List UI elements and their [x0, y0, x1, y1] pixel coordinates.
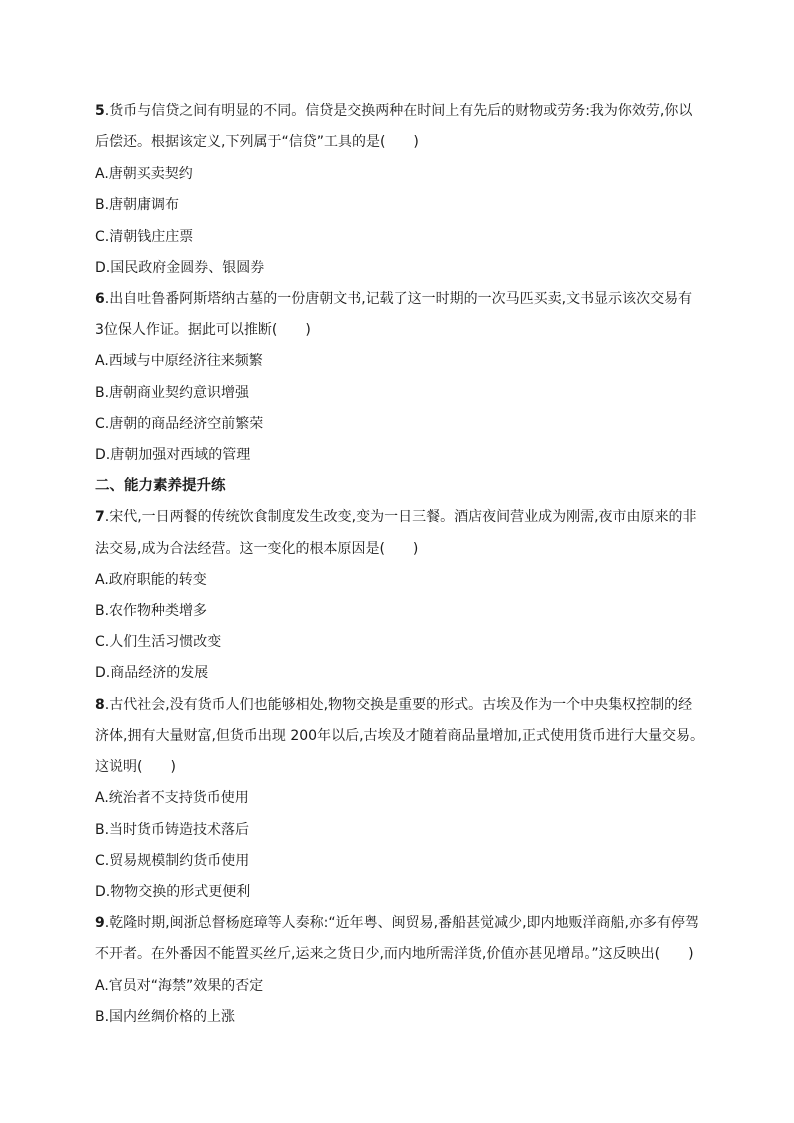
- section-title: 二、能力素养提升练: [95, 478, 226, 494]
- question-7-option-d: D.商品经济的发展: [95, 665, 209, 681]
- question-6-option-d: D.唐朝加强对西域的管理: [95, 447, 251, 463]
- question-9-option-a: A.官员对“海禁”效果的否定: [95, 978, 264, 994]
- question-5-stem-line-1: 5.货币与信贷之间有明显的不同。信贷是交换两种在时间上有先后的财物或劳务:我为你效劳,你以: [95, 103, 693, 119]
- question-9-option-b: B.国内丝绸价格的上涨: [95, 1009, 236, 1025]
- question-8-option-b: B.当时货币铸造技术落后: [95, 822, 250, 838]
- question-8-number: 8: [95, 697, 105, 713]
- question-6-stem-line-2: 3位保人作证。据此可以推断( ): [95, 322, 311, 338]
- question-5-option-c: C.清朝钱庄庄票: [95, 229, 194, 245]
- question-8-option-c: C.贸易规模制约货币使用: [95, 853, 250, 869]
- question-5-stem-line-2: 后偿还。根据该定义,下列属于“信贷”工具的是( ): [95, 134, 419, 150]
- question-5-option-d: D.国民政府金圆券、银圆券: [95, 260, 265, 276]
- question-8-stem-line-1: 8.古代社会,没有货币人们也能够相处,物物交换是重要的形式。古埃及作为一个中央集权控制的经: [95, 697, 693, 713]
- question-7-option-a: A.政府职能的转变: [95, 572, 207, 588]
- question-5-option-b: B.唐朝庸调布: [95, 197, 180, 213]
- question-7-option-b: B.农作物种类增多: [95, 603, 208, 619]
- question-8-stem-line-2: 济体,拥有大量财富,但货币出现 200年以后,古埃及才随着商品量增加,正式使用货币进行大量交易。: [95, 728, 704, 744]
- question-6-option-b: B.唐朝商业契约意识增强: [95, 385, 250, 401]
- question-8-option-a: A.统治者不支持货币使用: [95, 790, 249, 806]
- question-7-stem-line-2: 法交易,成为合法经营。这一变化的根本原因是( ): [95, 541, 419, 557]
- question-6-option-c: C.唐朝的商品经济空前繁荣: [95, 416, 264, 432]
- question-9-stem-line-1: 9.乾隆时期,闽浙总督杨庭璋等人奏称:“近年粤、闽贸易,番船甚觉减少,即内地贩洋商船,亦多有停驾: [95, 915, 699, 931]
- question-7-number: 7: [95, 509, 105, 525]
- question-8-stem-line-3: 这说明( ): [95, 759, 176, 775]
- question-7-stem-line-1: 7.宋代,一日两餐的传统饮食制度发生改变,变为一日三餐。酒店夜间营业成为刚需,夜市由原来的非: [95, 509, 697, 525]
- question-5-number: 5: [95, 103, 105, 119]
- question-6-number: 6: [95, 291, 105, 307]
- question-9-stem-line-2: 不开者。在外番因不能置买丝斤,运来之货日少,而内地所需洋货,价值亦甚见增昂。”这反映出( ): [95, 946, 694, 962]
- question-7-option-c: C.人们生活习惯改变: [95, 634, 222, 650]
- question-6-stem-line-1: 6.出自吐鲁番阿斯塔纳古墓的一份唐朝文书,记载了这一时期的一次马匹买卖,文书显示该次交易有: [95, 291, 693, 307]
- question-5-option-a: A.唐朝买卖契约: [95, 166, 193, 182]
- question-8-option-d: D.物物交换的形式更便利: [95, 884, 251, 900]
- question-9-number: 9: [95, 915, 105, 931]
- question-6-option-a: A.西域与中原经济往来频繁: [95, 353, 263, 369]
